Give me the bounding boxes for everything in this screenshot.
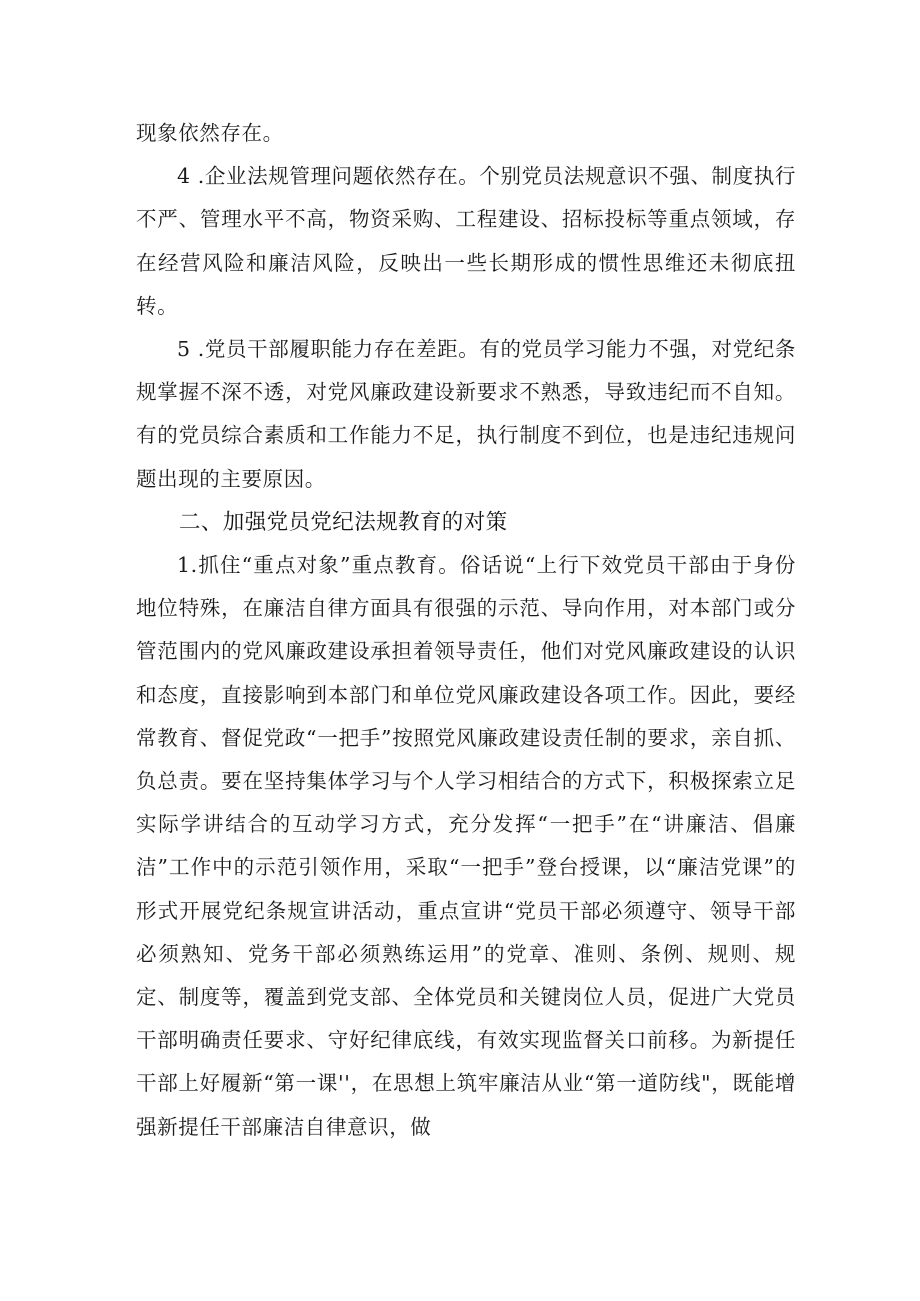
- paragraph-continuation: 现象依然存在。: [136, 121, 284, 145]
- paragraph-item-5: 5 .党员干部履职能力存在差距。有的党员学习能力不强，对党纪条规掌握不深不透，对党风廉政建设新要求不熟悉，导致违纪而不自知。有的党员综合素质和工作能力不足，执行制度不到位，也是违纪违规问题出现的主要原因。: [136, 337, 796, 491]
- document-body: [136, 112, 796, 1149]
- section-heading: 二、加强党员党纪法规教育的对策: [179, 509, 508, 535]
- paragraph-item-4: 4 .企业法规管理问题依然存在。个别党员法规意识不强、制度执行不严、管理水平不高，物资采购、工程建设、招标投标等重点领域，存在经营风险和廉洁风险，反映出一些长期形成的惯性思维还未彻底扭转。: [136, 164, 796, 318]
- paragraph-measure-1: 1.抓住“重点对象”重点教育。俗话说“上行下效党员干部由于身份地位特殊，在廉洁自律方面具有很强的示范、导向作用，对本部门或分管范围内的党风廉政建设承担着领导责任，他们对党风廉政建设的认识和态度，直接影响到本部门和单位党风廉政建设各项工作。因此，要经常教育、督促党政“一把手”按照党风廉政建设责任制的要求，亲自抓、负总责。要在坚持集体学习与个人学习相结合的方式下，积极探索立足实际学讲结合的互动学习方式，充分发挥“一把手”在“讲廉洁、倡廉洁”工作中的示范引领作用，采取“一把手”登台授课，以“廉洁党课”的形式开展党纪条规宣讲活动，重点宣讲“党员干部必须遵守、领导干部必须熟知、党务干部必须熟练运用”的党章、准则、条例、规则、规定、制度等，覆盖到党支部、全体党员和关键岗位人员，促进广大党员干部明确责任要求、守好纪律底线，有效实现监督关口前移。为新提任干部上好履新“第一课''，在思想上筑牢廉洁从业“第一道防线"，既能增强新提任干部廉洁自律意识，做: [136, 553, 796, 1139]
